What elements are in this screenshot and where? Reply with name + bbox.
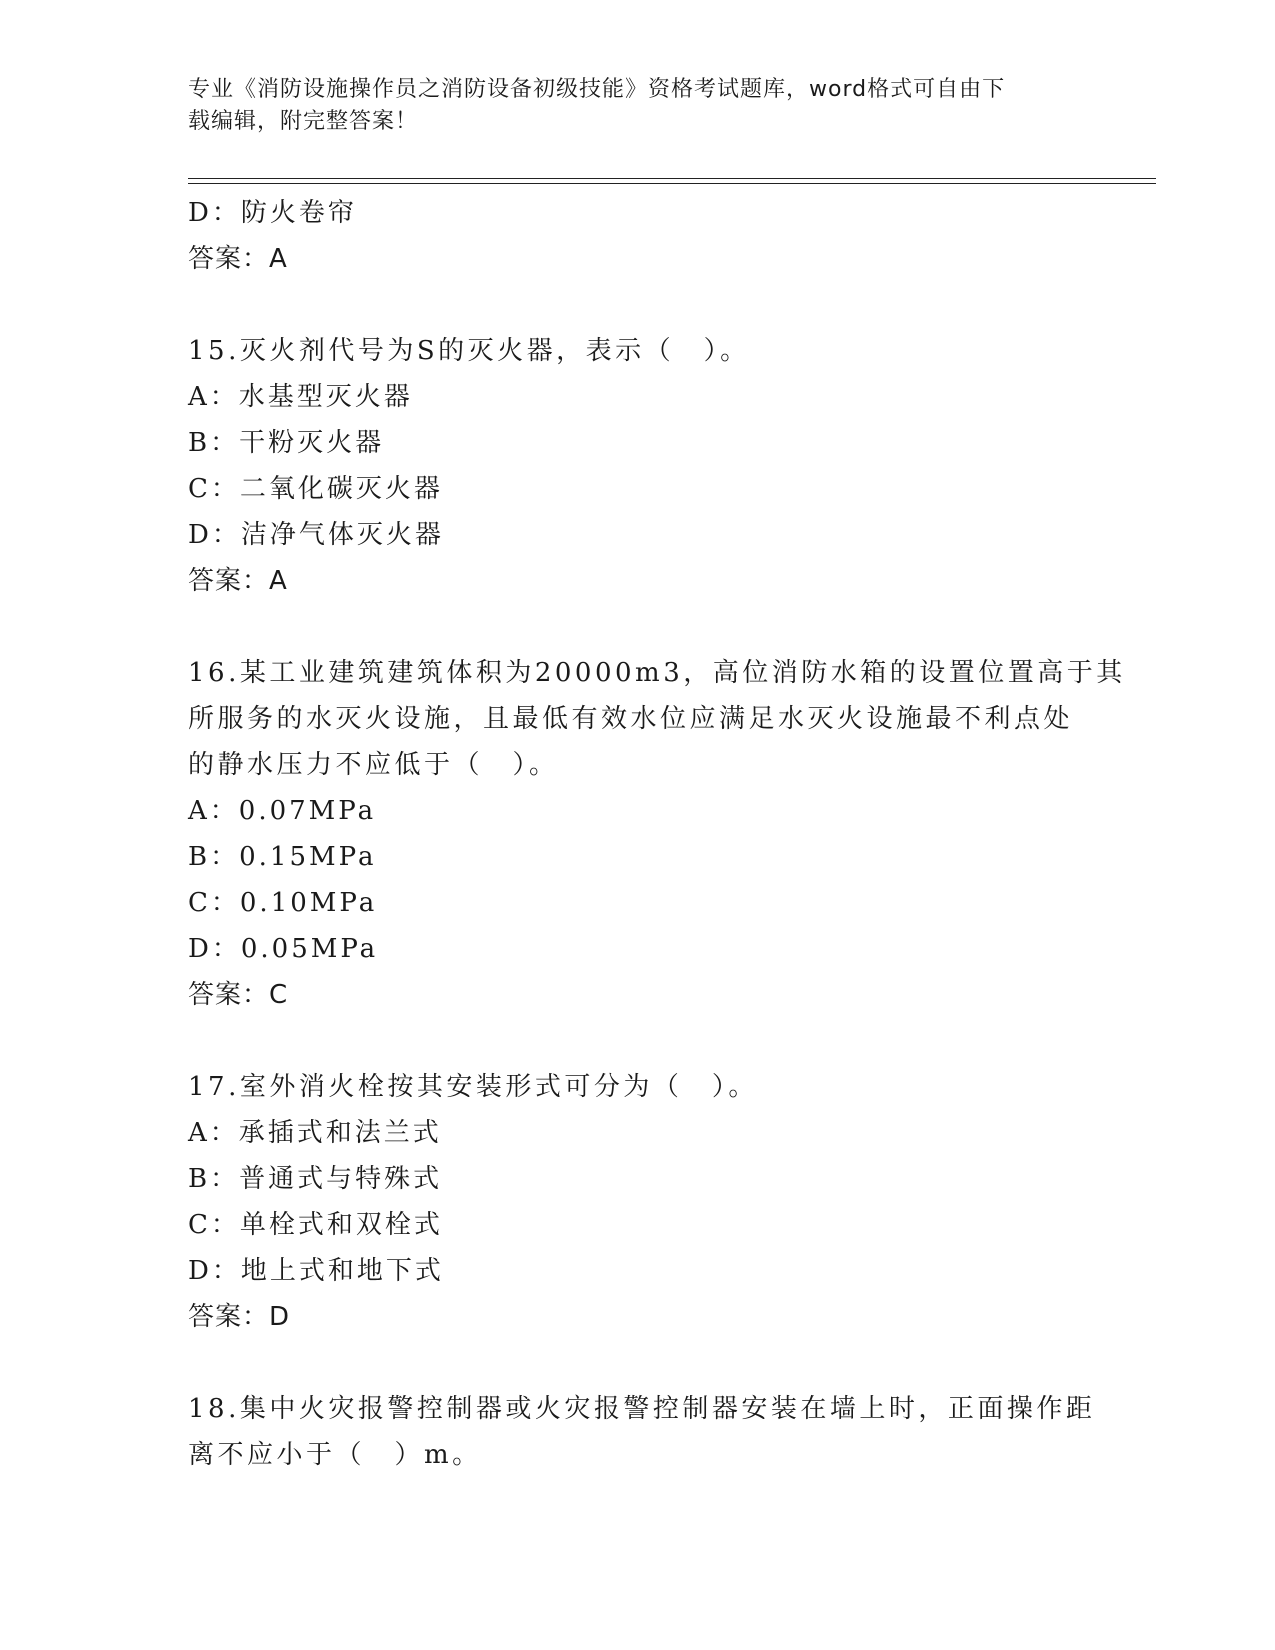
option-d: D：地上式和地下式 (188, 1256, 444, 1286)
question-stem-line-3: 的静水压力不应低于（ ）。 (188, 750, 559, 780)
option-d: D：洁净气体灭火器 (188, 520, 444, 550)
question-list (188, 190, 1126, 1478)
question-stem-line-1: 18.集中火灾报警控制器或火灾报警控制器安装在墙上时，正面操作距 (188, 1394, 1096, 1424)
question-14-tail (188, 190, 1088, 282)
option-d: D：0.05MPa (188, 934, 379, 964)
question-18 (188, 1386, 1096, 1478)
option-c: C：二氧化碳灭火器 (188, 474, 443, 504)
document-header (188, 74, 1068, 138)
question-stem-line-2: 所服务的水灭火设施，且最低有效水位应满足水灭火设施最不利点处 (188, 704, 1074, 734)
answer-line: 答案：C (188, 980, 289, 1010)
answer-line: 答案：A (188, 566, 288, 596)
option-b: B：0.15MPa (188, 842, 377, 872)
question-stem: 17.室外消火栓按其安装形式可分为（ ）。 (188, 1072, 758, 1102)
option-b: B：干粉灭火器 (188, 428, 385, 458)
option-b: B：普通式与特殊式 (188, 1164, 443, 1194)
question-stem: 15.灭火剂代号为S的灭火器，表示（ ）。 (188, 336, 750, 366)
header-divider-top (188, 178, 1156, 179)
answer-line: 答案：A (188, 244, 288, 274)
header-line-2: 载编辑，附完整答案！ (188, 109, 419, 134)
question-stem-line-2: 离不应小于（ ）m。 (188, 1440, 482, 1470)
question-15 (188, 328, 1088, 604)
option-a: A：水基型灭火器 (188, 382, 413, 412)
option-a: A：0.07MPa (188, 796, 377, 826)
option-a: A：承插式和法兰式 (188, 1118, 442, 1148)
option-c: C：单栓式和双栓式 (188, 1210, 443, 1240)
header-divider-bottom (188, 183, 1156, 184)
option-d: D：防火卷帘 (188, 198, 357, 228)
answer-line: 答案：D (188, 1302, 291, 1332)
header-line-1: 专业《消防设施操作员之消防设备初级技能》资格考试题库，word格式可自由下 (188, 77, 1006, 102)
question-stem-line-1: 16.某工业建筑建筑体积为20000m3，高位消防水箱的设置位置高于其 (188, 658, 1126, 688)
option-c: C：0.10MPa (188, 888, 378, 918)
question-16 (188, 650, 1126, 1018)
question-17 (188, 1064, 1088, 1340)
